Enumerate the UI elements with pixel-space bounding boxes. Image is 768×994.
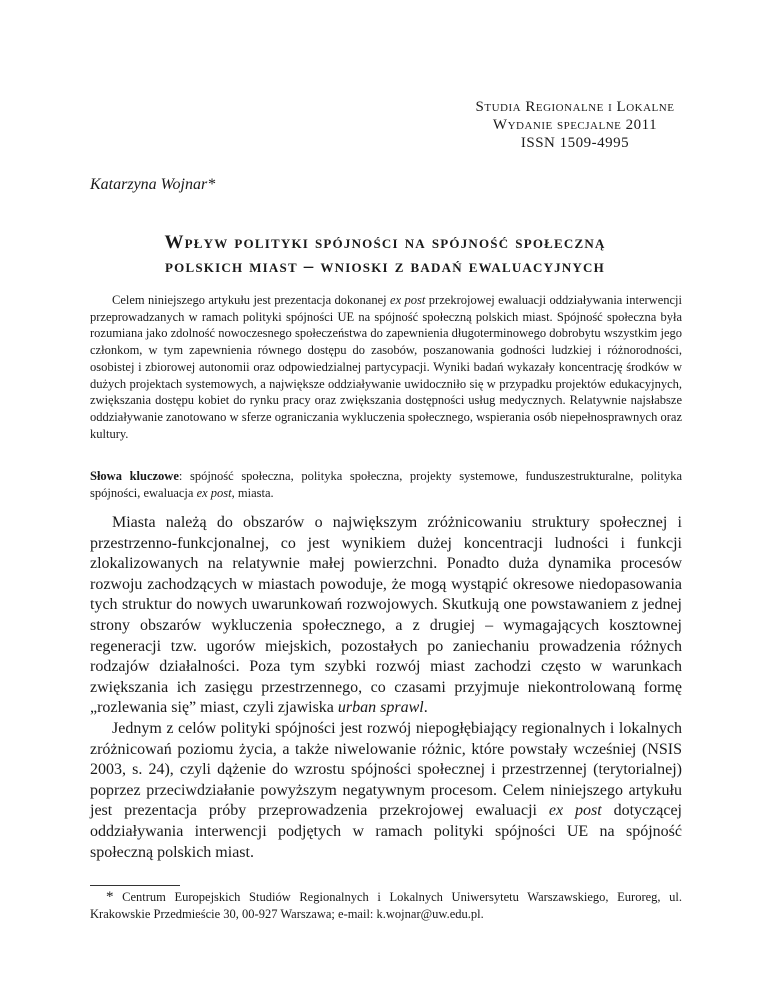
journal-header <box>420 98 730 152</box>
body-p1-italic: urban sprawl <box>337 699 424 717</box>
author-name: Katarzyna Wojnar* <box>90 176 216 193</box>
body-p1-end: . <box>423 699 428 717</box>
journal-name: Studia Regionalne i Lokalne <box>475 99 675 115</box>
body-p2-end: dotyczącej oddziaływania interwencji podjętych w ramach polityki spójności UE na spójność społeczną polskich miast. <box>90 802 682 861</box>
abstract-italic-ex-post: ex post <box>390 293 426 307</box>
keywords-text-1: : spójność społeczna, polityka społeczna, projekty systemowe, funduszestrukturalne, polityka spójności, ewaluacja <box>90 469 683 500</box>
footnote-text: Centrum Europejskich Studiów Regionalnych i Lokalnych Uniwersytetu Warszawskiego, Euroreg, ul. Krakowskie Przedmieście 30, 00-927 Warszawa; e-mail: k.wojnar@uw.edu.pl. <box>90 890 682 921</box>
keywords <box>90 468 682 501</box>
journal-edition: Wydanie specjalne 2011 <box>492 117 658 133</box>
body-text <box>90 513 682 863</box>
title-line-2: polskich miast – wnioski z badań ewaluacyjnych <box>165 256 605 277</box>
body-p2-italic: ex post <box>548 802 602 820</box>
abstract <box>90 292 682 442</box>
footnote-paragraph <box>90 889 682 922</box>
footnote-divider <box>90 885 180 886</box>
title-line-1: Wpływ polityki spójności na spójność społeczną <box>164 232 606 253</box>
footnote <box>90 889 682 922</box>
abstract-text-2: przekrojowej ewaluacji oddziaływania interwencji przeprowadzanych w ramach polityki spójności UE na spójność społeczną polskich miast. Spójność społeczna była rozumiana jako zdolność nowoczesnego społeczeństwa do zapewnienia długoterminowego dobrobytu wszystkim jego członkom, w tym zapewnienia równego dostępu do zasobów, poszanowania godności ludzkiej i różnorodności, osobistej i zbiorowej autonomii oraz odpowiedzialnej partycypacji. Wyniki badań wykazały koncentrację środków w dużych projektach systemowych, a największe oddziaływanie uwidoczniło się w przypadku projektów edukacyjnych, zwiększania dostępu kobiet do rynku pracy oraz zwiększania dostępności usług medycznych. Relatywnie najsłabsze oddziaływanie zanotowano w sferze ograniczania wykluczenia społecznego, wspierania osób niepełnosprawnych oraz kultury. <box>90 293 682 441</box>
footnote-mark: * <box>106 889 114 905</box>
article-title <box>60 231 710 279</box>
body-p1-text: Miasta należą do obszarów o największym zróżnicowaniu struktury społecznej i przestrzenno-funkcjonalnej, co jest wynikiem dużej koncentracji ludności i funkcji zlokalizowanych na relatywnie małej powierzchni. Ponadto duża dynamika procesów rozwoju zachodzących w miastach powoduje, że mogą wystąpić okresowe niedopasowania tych struktur do nowych uwarunkowań rozwojowych. Skutkują one powstawaniem z jednej strony obszarów wykluczenia społecznego, a z drugiej – wymagających kosztownej regeneracji tzw. ugorów miejskich, pozostałych po zaniechaniu prowadzenia różnych rodzajów działalności. Poza tym szybki rozwój miast zachodzi często w warunkach zwiększania ich zasięgu przestrzennego, co czasami przyjmuje niekontrolowaną formę „rozlewania się” miast, czyli zjawiska <box>90 514 682 717</box>
body-paragraph-2 <box>90 719 682 863</box>
body-p2-text: Jednym z celów polityki spójności jest rozwój niepogłębiający regionalnych i lokalnych zróżnicowań poziomu życia, a także niwelowanie różnic, które powstały wcześniej (NSIS 2003, s. 24), czyli dążenie do wzrostu spójności społecznej i przestrzennej (terytorialnej) poprzez przeciwdziałanie powyższym negatywnym procesom. Celem niniejszego artykułu jest prezentacja próby przeprowadzenia przekrojowej ewaluacji <box>90 719 682 820</box>
abstract-paragraph <box>90 292 682 442</box>
abstract-text-1: Celem niniejszego artykułu jest prezentacja dokonanej <box>112 293 391 307</box>
keywords-text-2: , miasta. <box>231 485 274 500</box>
body-paragraph-1 <box>90 513 682 719</box>
keywords-label: Słowa kluczowe <box>90 469 179 483</box>
keywords-italic: ex post <box>196 485 232 500</box>
journal-issn: ISSN 1509-4995 <box>520 135 630 151</box>
